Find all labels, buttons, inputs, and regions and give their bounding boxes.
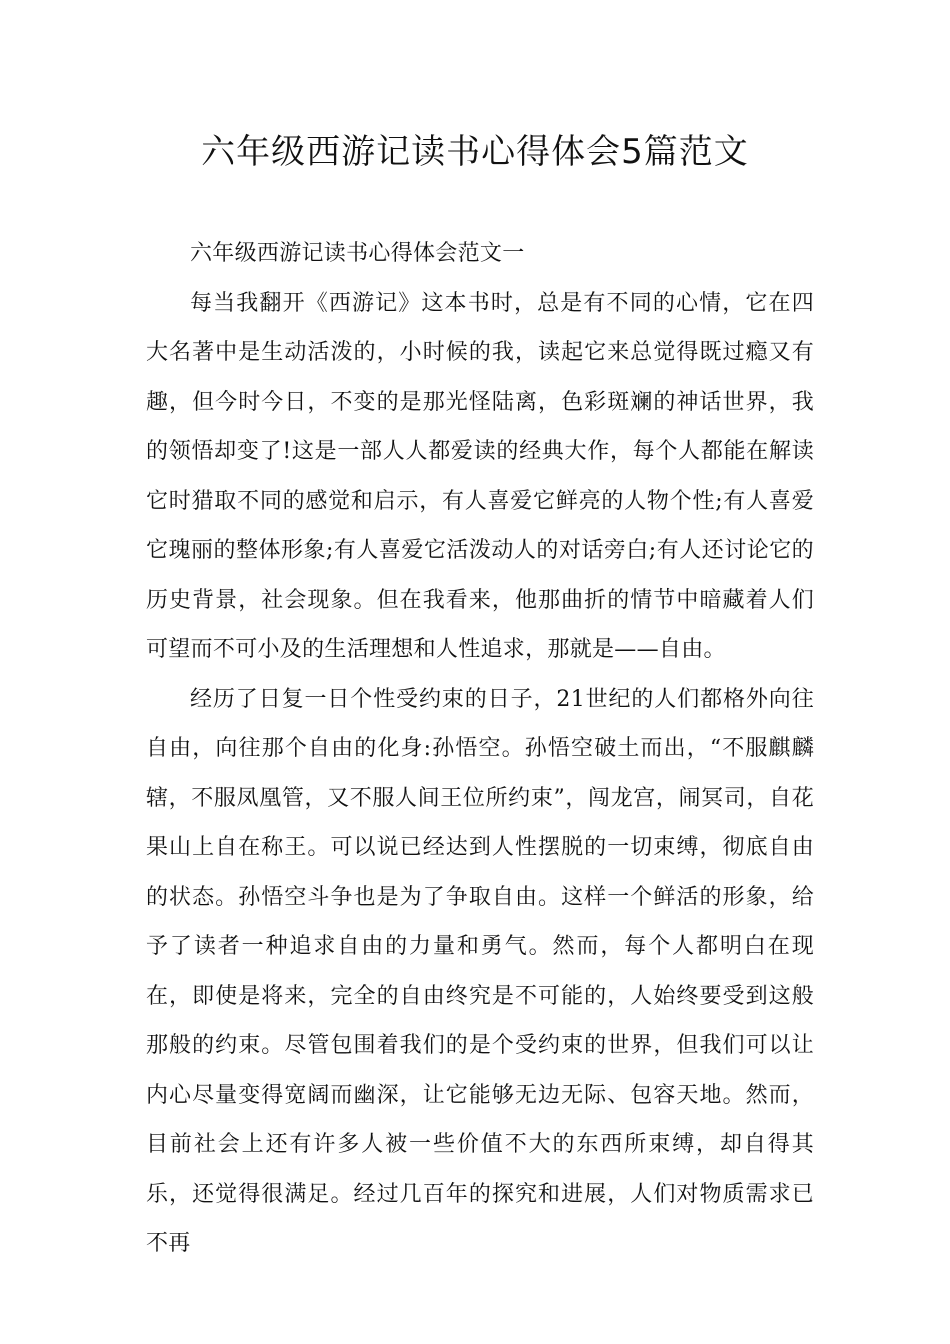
section-subtitle: 六年级西游记读书心得体会范文一	[190, 241, 525, 266]
document-body	[146, 229, 814, 1269]
paragraph-1: 每当我翻开《西游记》这本书时，总是有不同的心情，它在四大名著中是生动活泼的，小时候的我，读起它来总觉得既过瘾又有趣，但今时今日，不变的是那光怪陆离，色彩斑斓的神话世界，我的领悟却变了!这是一部人人都爱读的经典大作，每个人都能在解读它时猎取不同的感觉和启示，有人喜爱它鲜亮的人物个性;有人喜爱它瑰丽的整体形象;有人喜爱它活泼动人的对话旁白;有人还讨论它的历史背景，社会现象。但在我看来，他那曲折的情节中暗藏着人们可望而不可小及的生活理想和人性追求，那就是——自由。	[146, 290, 814, 662]
paragraph-2: 经历了日复一日个性受约束的日子，21世纪的人们都格外向往自由，向往那个自由的化身:孙悟空。孙悟空破土而出，“不服麒麟辖，不服凤凰管，又不服人间王位所约束”，闯龙宫，闹冥司，自花果山上自在称王。可以说已经达到人性摆脱的一切束缚，彻底自由的状态。孙悟空斗争也是为了争取自由。这样一个鲜活的形象，给予了读者一种追求自由的力量和勇气。然而，每个人都明白在现在，即使是将来，完全的自由终究是不可能的，人始终要受到这般那般的约束。尽管包围着我们的是个受约束的世界，但我们可以让内心尽量变得宽阔而幽深，让它能够无边无际、包容天地。然而，目前社会上还有许多人被一些价值不大的东西所束缚，却自得其乐，还觉得很满足。经过几百年的探究和进展，人们对物质需求已不再	[146, 686, 814, 1256]
document-title: 六年级西游记读书心得体会5篇范文	[201, 132, 749, 172]
